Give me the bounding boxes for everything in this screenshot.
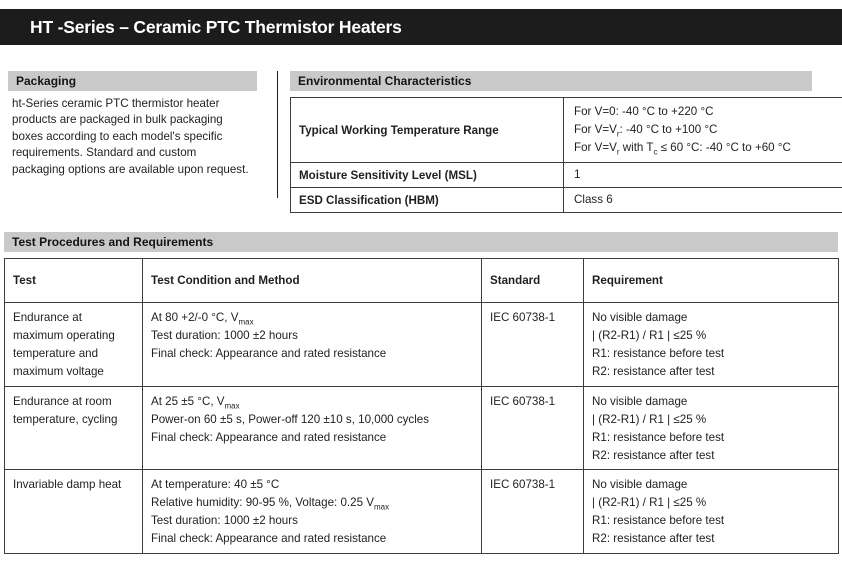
- env-row-working-temperature: [291, 98, 842, 163]
- env-value: 1: [564, 163, 842, 188]
- test-row-endurance-cycling: [5, 387, 839, 470]
- cell-requirement: No visible damage | (R2-R1) / R1 | ≤25 % R1: resistance before test R2: resistance after test: [584, 303, 839, 387]
- environmental-section-header: [290, 71, 812, 91]
- cell-test: Endurance at room temperature, cycling: [5, 387, 143, 470]
- packaging-heading: Packaging: [16, 74, 77, 88]
- cell-requirement: No visible damage | (R2-R1) / R1 | ≤25 % R1: resistance before test R2: resistance after test: [584, 387, 839, 470]
- env-label: Typical Working Temperature Range: [291, 98, 564, 163]
- test-row-damp-heat: [5, 470, 839, 554]
- env-row-msl: [291, 163, 842, 188]
- environmental-heading: Environmental Characteristics: [298, 74, 472, 88]
- env-row-esd: [291, 188, 842, 213]
- cell-condition: At 80 +2/-0 °C, $V_{max}$ Test duration: 1000 ±2 hours Final check: Appearance and rated resistance: [143, 303, 482, 387]
- cell-requirement: No visible damage | (R2-R1) / R1 | ≤25 % R1: resistance before test R2: resistance after test: [584, 470, 839, 554]
- test-table-header: [5, 259, 839, 303]
- test-procedures-section-header: [4, 232, 838, 252]
- page-title: HT -Series – Ceramic PTC Thermistor Heaters: [30, 16, 402, 37]
- cell-standard: IEC 60738-1: [482, 387, 584, 470]
- col-header-test: Test: [5, 259, 143, 303]
- col-header-condition: Test Condition and Method: [143, 259, 482, 303]
- env-label: Moisture Sensitivity Level (MSL): [291, 163, 564, 188]
- cell-standard: IEC 60738-1: [482, 303, 584, 387]
- packaging-body-text: ht-Series ceramic PTC thermistor heater products are packaged in bulk packaging boxes according to each model's specific requirements. Standard and custom packaging options are available upon request.: [12, 97, 249, 176]
- column-divider: [277, 71, 278, 198]
- cell-condition: At temperature: 40 ±5 °C Relative humidity: 90-95 %, Voltage: 0.25 $V_{max}$ Test duration: 1000 ±2 hours Final check: Appearance and rated resistance: [143, 470, 482, 554]
- test-procedures-table: [4, 258, 839, 554]
- cell-test: Endurance at maximum operating temperature and maximum voltage: [5, 303, 143, 387]
- test-row-endurance-max: [5, 303, 839, 387]
- env-label: ESD Classification (HBM): [291, 188, 564, 213]
- col-header-requirement: Requirement: [584, 259, 839, 303]
- environmental-table: [290, 97, 842, 213]
- env-value: Class 6: [564, 188, 842, 213]
- cell-standard: IEC 60738-1: [482, 470, 584, 554]
- test-procedures-heading: Test Procedures and Requirements: [12, 235, 214, 249]
- title-bar: [0, 9, 842, 45]
- header-row: [5, 259, 839, 303]
- col-header-standard: Standard: [482, 259, 584, 303]
- cell-condition: At 25 ±5 °C, $V_{max}$ Power-on 60 ±5 s, Power-off 120 ±10 s, 10,000 cycles Final check: Appearance and rated resistance: [143, 387, 482, 470]
- env-value: For V=0: -40 °C to +220 °C For $V=V_r$: -40 °C to +100 °C For $V=V_r$ with $T_c \le 60$ °C: -40 °C to +60 °C: [564, 98, 842, 163]
- cell-test: Invariable damp heat: [5, 470, 143, 554]
- packaging-section-header: [8, 71, 257, 91]
